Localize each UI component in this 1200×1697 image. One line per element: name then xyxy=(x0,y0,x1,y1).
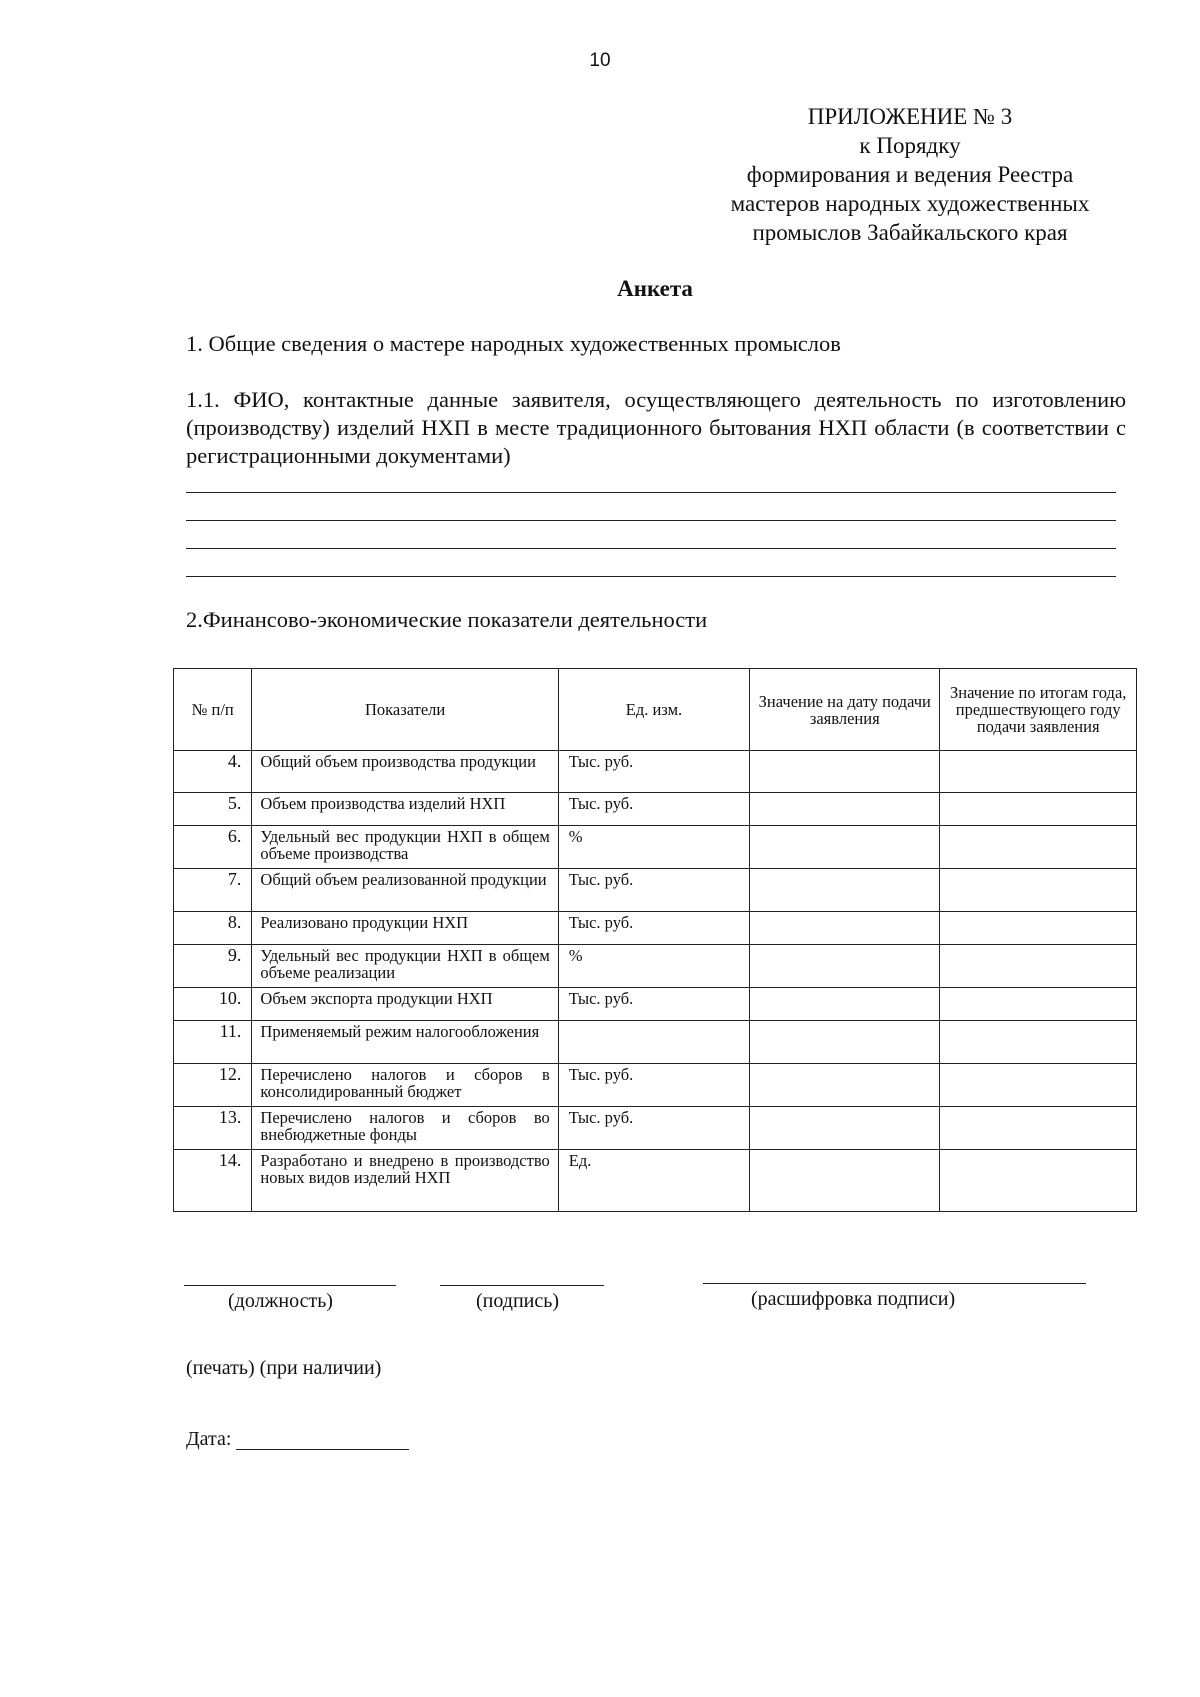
fill-in-line[interactable] xyxy=(186,576,1116,577)
indicator-name: Перечислено налогов и сборов во внебюджетные фонды xyxy=(252,1107,558,1150)
table-row xyxy=(174,1107,1137,1150)
row-number: 12. xyxy=(174,1064,252,1107)
indicator-name: Перечислено налогов и сборов в консолидированный бюджет xyxy=(252,1064,558,1107)
table-header-row xyxy=(174,669,1137,751)
appendix-line: ПРИЛОЖЕНИЕ № 3 xyxy=(807,104,1013,129)
indicator-name: Реализовано продукции НХП xyxy=(252,912,558,945)
unit-of-measure: Тыс. руб. xyxy=(558,751,749,793)
value-current-cell[interactable] xyxy=(750,1021,940,1064)
table-row xyxy=(174,988,1137,1021)
unit-of-measure: Тыс. руб. xyxy=(558,869,749,912)
value-current-cell[interactable] xyxy=(750,869,940,912)
appendix-header xyxy=(700,102,1120,247)
applicant-info-lines[interactable] xyxy=(186,492,1116,604)
unit-of-measure: % xyxy=(558,826,749,869)
header-num: № п/п xyxy=(174,669,252,751)
value-current-cell[interactable] xyxy=(750,912,940,945)
value-prev-cell[interactable] xyxy=(940,826,1137,869)
date-label: Дата: xyxy=(186,1428,232,1450)
table-row xyxy=(174,1064,1137,1107)
position-label: (должность) xyxy=(228,1290,333,1312)
form-title: Анкета xyxy=(617,276,693,301)
date-field-line[interactable] xyxy=(236,1449,409,1450)
fill-in-line[interactable] xyxy=(186,492,1116,493)
value-prev-cell[interactable] xyxy=(940,1150,1137,1212)
row-number: 7. xyxy=(174,869,252,912)
unit-of-measure: Тыс. руб. xyxy=(558,988,749,1021)
unit-of-measure: Тыс. руб. xyxy=(558,912,749,945)
row-number: 14. xyxy=(174,1150,252,1212)
section-1-1-paragraph: 1.1. ФИО, контактные данные заявителя, осуществляющего деятельность по изготовлению (производству) изделий НХП в месте традиционного бытования НХП области (в соответствии с регистрационными документами) xyxy=(186,387,1126,468)
value-prev-cell[interactable] xyxy=(940,1107,1137,1150)
appendix-line: промыслов Забайкальского края xyxy=(752,220,1068,245)
value-current-cell[interactable] xyxy=(750,1064,940,1107)
table-row xyxy=(174,751,1137,793)
indicator-name: Разработано и внедрено в производство новых видов изделий НХП xyxy=(252,1150,558,1212)
value-prev-cell[interactable] xyxy=(940,751,1137,793)
value-current-cell[interactable] xyxy=(750,1107,940,1150)
indicator-name: Удельный вес продукции НХП в общем объеме производства xyxy=(252,826,558,869)
indicator-name: Общий объем производства продукции xyxy=(252,751,558,793)
value-prev-cell[interactable] xyxy=(940,1021,1137,1064)
fill-in-line[interactable] xyxy=(186,520,1116,521)
row-number: 5. xyxy=(174,793,252,826)
value-prev-cell[interactable] xyxy=(940,1064,1137,1107)
indicator-name: Общий объем реализованной продукции xyxy=(252,869,558,912)
unit-of-measure: Ед. xyxy=(558,1150,749,1212)
row-number: 8. xyxy=(174,912,252,945)
row-number: 11. xyxy=(174,1021,252,1064)
signature-line[interactable] xyxy=(440,1285,604,1286)
row-number: 10. xyxy=(174,988,252,1021)
value-prev-cell[interactable] xyxy=(940,869,1137,912)
value-current-cell[interactable] xyxy=(750,826,940,869)
unit-of-measure: Тыс. руб. xyxy=(558,1064,749,1107)
unit-of-measure: Тыс. руб. xyxy=(558,1107,749,1150)
decoding-label: (расшифровка подписи) xyxy=(751,1288,956,1310)
table-row xyxy=(174,1021,1137,1064)
appendix-line: к Порядку xyxy=(859,133,961,158)
row-number: 6. xyxy=(174,826,252,869)
value-prev-cell[interactable] xyxy=(940,945,1137,988)
unit-of-measure xyxy=(558,1021,749,1064)
value-current-cell[interactable] xyxy=(750,988,940,1021)
indicators-table xyxy=(173,668,1137,1212)
value-prev-cell[interactable] xyxy=(940,793,1137,826)
unit-of-measure: Тыс. руб. xyxy=(558,793,749,826)
header-unit: Ед. изм. xyxy=(558,669,749,751)
table-row xyxy=(174,1150,1137,1212)
appendix-line: мастеров народных художественных xyxy=(730,191,1090,216)
fill-in-line[interactable] xyxy=(186,548,1116,549)
row-number: 9. xyxy=(174,945,252,988)
table-row xyxy=(174,869,1137,912)
appendix-line: формирования и ведения Реестра xyxy=(746,162,1074,187)
section-2-heading: 2.Финансово-экономические показатели деятельности xyxy=(186,607,708,632)
unit-of-measure: % xyxy=(558,945,749,988)
table-row xyxy=(174,945,1137,988)
page-number: 10 xyxy=(589,50,611,71)
position-signature-line[interactable] xyxy=(184,1285,396,1286)
row-number: 13. xyxy=(174,1107,252,1150)
section-1-heading: 1. Общие сведения о мастере народных художественных промыслов xyxy=(186,331,841,356)
value-current-cell[interactable] xyxy=(750,1150,940,1212)
header-value-prev: Значение по итогам года, предшествующего году подачи заявления xyxy=(940,669,1137,751)
value-current-cell[interactable] xyxy=(750,751,940,793)
signature-label: (подпись) xyxy=(476,1290,560,1312)
indicator-name: Применяемый режим налогообложения xyxy=(252,1021,558,1064)
value-prev-cell[interactable] xyxy=(940,988,1137,1021)
header-value-current: Значение на дату подачи заявления xyxy=(750,669,940,751)
indicator-name: Объем экспорта продукции НХП xyxy=(252,988,558,1021)
decoding-signature-line[interactable] xyxy=(703,1283,1086,1284)
value-current-cell[interactable] xyxy=(750,793,940,826)
table-row xyxy=(174,826,1137,869)
row-number: 4. xyxy=(174,751,252,793)
stamp-label: (печать) (при наличии) xyxy=(186,1357,382,1379)
value-prev-cell[interactable] xyxy=(940,912,1137,945)
table-row xyxy=(174,912,1137,945)
table-row xyxy=(174,793,1137,826)
indicator-name: Удельный вес продукции НХП в общем объеме реализации xyxy=(252,945,558,988)
table-body xyxy=(174,751,1137,1212)
header-indicator: Показатели xyxy=(252,669,558,751)
indicator-name: Объем производства изделий НХП xyxy=(252,793,558,826)
value-current-cell[interactable] xyxy=(750,945,940,988)
